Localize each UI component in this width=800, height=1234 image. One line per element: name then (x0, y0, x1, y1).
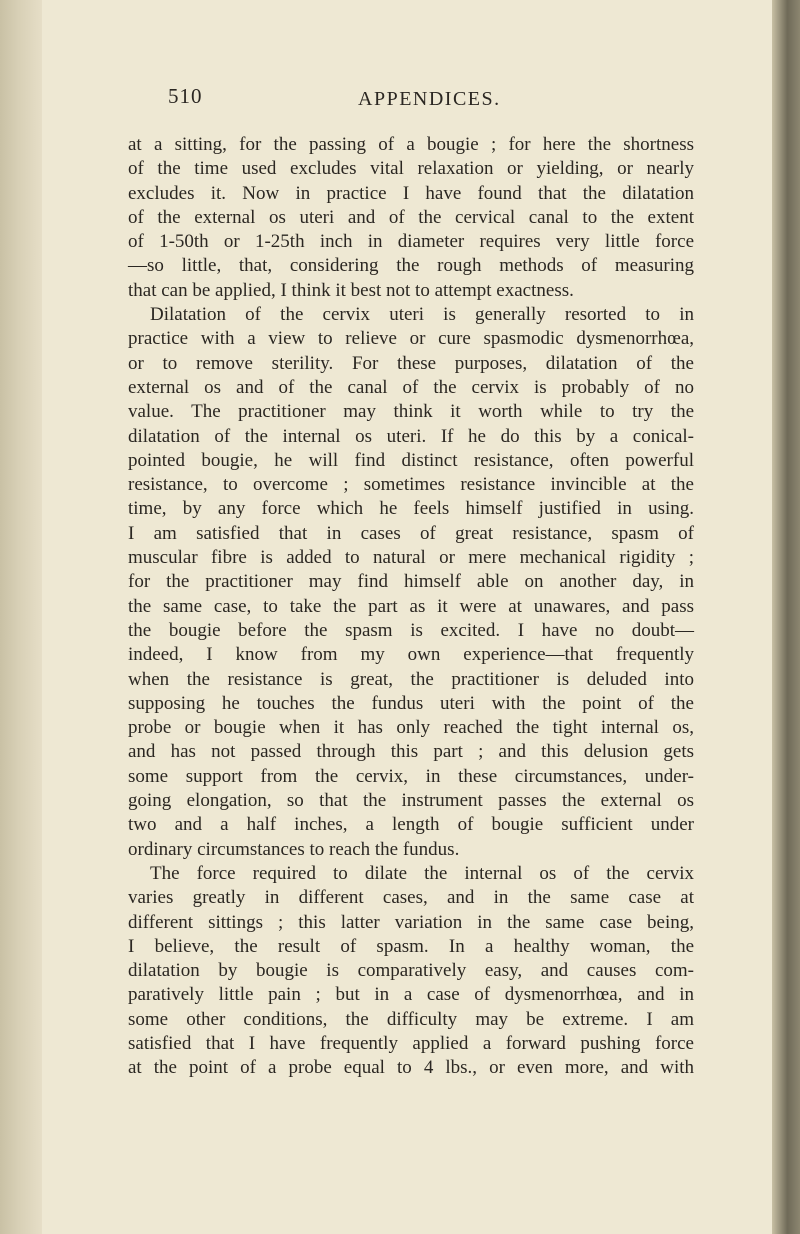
text-line: value. The practitioner may think it worth while to try the (128, 401, 694, 423)
text-line: practice with a view to relieve or cure spasmodic dysmenorrhœa, (128, 328, 694, 350)
text-line: I believe, the result of spasm. In a healthy woman, the (128, 935, 694, 957)
text-line: supposing he touches the fundus uteri with the point of the (128, 692, 694, 714)
text-line: that can be applied, I think it best not to attempt exactness. (128, 279, 574, 301)
text-line: The force required to dilate the internal os of the cervix (150, 862, 694, 884)
text-line: paratively little pain ; but in a case of dysmenorrhœa, and in (128, 984, 694, 1006)
text-line: varies greatly in different cases, and in the same case at (128, 887, 694, 909)
text-line: probe or bougie when it has only reached the tight internal os, (128, 717, 694, 739)
text-line: external os and of the canal of the cervix is probably of no (128, 376, 694, 398)
text-line: when the resistance is great, the practitioner is deluded into (128, 668, 694, 690)
text-line: resistance, to overcome ; sometimes resistance invincible at the (128, 474, 694, 496)
text-line: of 1-50th or 1-25th inch in diameter requires very little force (128, 231, 694, 253)
text-line: some other conditions, the difficulty may be extreme. I am (128, 1008, 694, 1030)
text-line: going elongation, so that the instrument passes the external os (128, 790, 694, 812)
running-head: APPENDICES. (358, 88, 501, 110)
text-line: the same case, to take the part as it were at unawares, and pass (128, 595, 694, 617)
text-line: and has not passed through this part ; and this delusion gets (128, 741, 694, 763)
text-line: dilatation by bougie is comparatively easy, and causes com- (128, 960, 694, 982)
text-line: excludes it. Now in practice I have found that the dilatation (128, 182, 694, 204)
text-line: different sittings ; this latter variation in the same case being, (128, 911, 694, 933)
text-line: —so little, that, considering the rough methods of measuring (128, 255, 694, 277)
text-line: of the external os uteri and of the cervical canal to the extent (128, 206, 694, 228)
text-line: satisfied that I have frequently applied a forward pushing force (128, 1032, 694, 1054)
text-line: some support from the cervix, in these circumstances, under- (128, 765, 694, 787)
text-line: at the point of a probe equal to 4 lbs., or even more, and with (128, 1057, 694, 1079)
text-line: two and a half inches, a length of bougie sufficient under (128, 814, 694, 836)
text-line: the bougie before the spasm is excited. I have no doubt— (128, 619, 694, 641)
book-edge-right (772, 0, 800, 1234)
text-line: time, by any force which he feels himself justified in using. (128, 498, 694, 520)
text-line: dilatation of the internal os uteri. If he do this by a conical- (128, 425, 694, 447)
text-line: or to remove sterility. For these purposes, dilatation of the (128, 352, 694, 374)
text-line: of the time used excludes vital relaxation or yielding, or nearly (128, 158, 694, 180)
text-line: pointed bougie, he will find distinct resistance, often powerful (128, 449, 694, 471)
text-line: Dilatation of the cervix uteri is generally resorted to in (150, 304, 694, 326)
text-line: indeed, I know from my own experience—that frequently (128, 644, 694, 666)
text-line: ordinary circumstances to reach the fundus. (128, 838, 460, 860)
body-text (128, 133, 694, 1081)
book-gutter-left (0, 0, 43, 1234)
page-number: 510 (168, 84, 203, 108)
text-line: at a sitting, for the passing of a bougie ; for here the shortness (128, 134, 694, 155)
text-line: for the practitioner may find himself able on another day, in (128, 571, 694, 593)
text-line: muscular fibre is added to natural or mere mechanical rigidity ; (128, 547, 694, 569)
text-line: I am satisfied that in cases of great resistance, spasm of (128, 522, 694, 544)
